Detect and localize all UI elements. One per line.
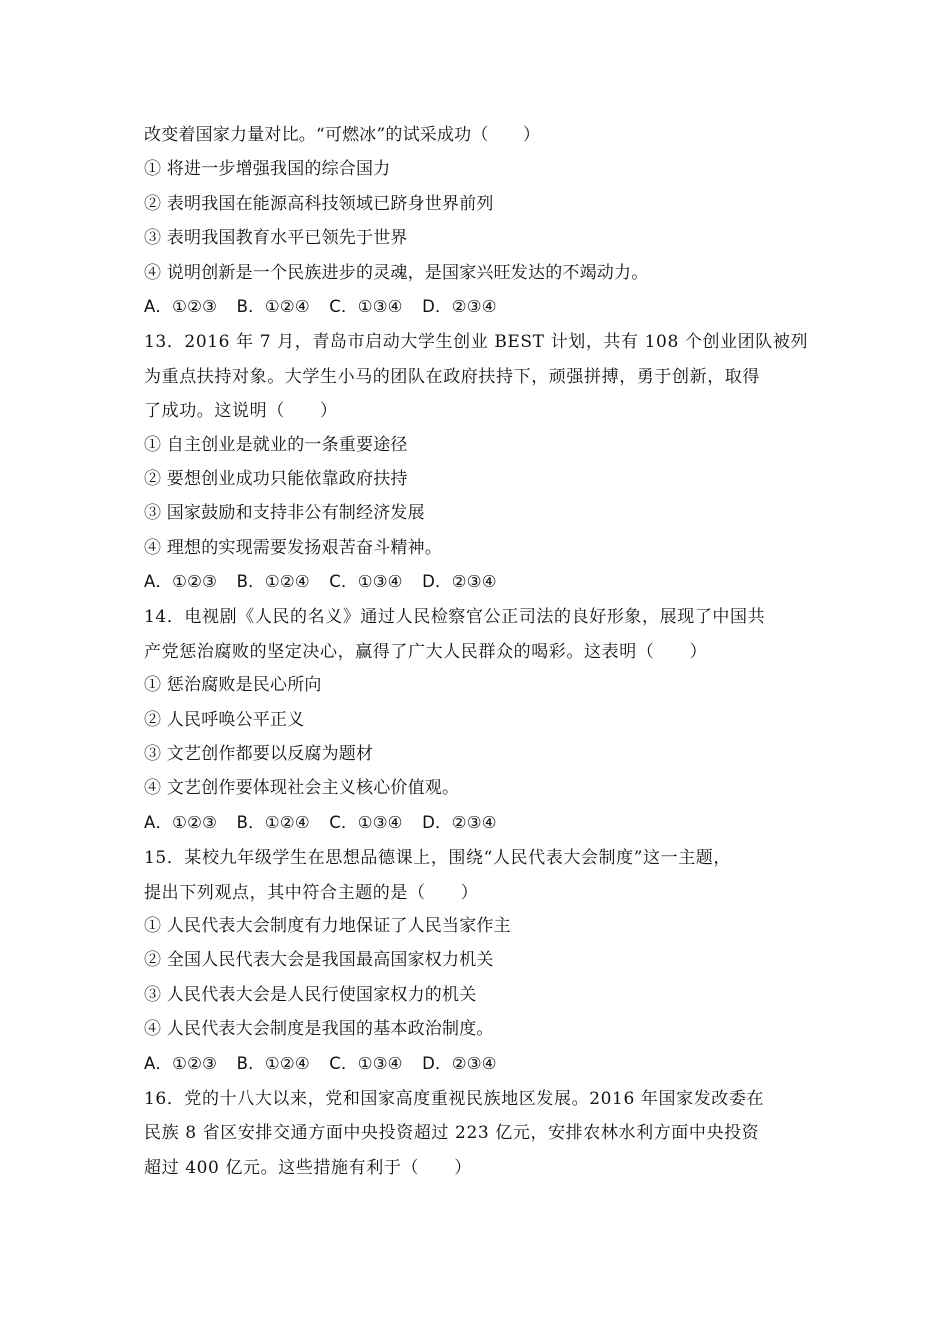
- answer-choice-a: A．①②③: [144, 812, 218, 832]
- question-stem-line: 超过 400 亿元。这些措施有利于（ ）: [144, 1157, 472, 1178]
- answer-choice-d: D．②③④: [422, 1053, 497, 1073]
- option-line: ② 要想创业成功只能依靠政府扶持: [144, 468, 408, 489]
- option-line: ③ 人民代表大会是人民行使国家权力的机关: [144, 984, 477, 1005]
- question-stem-line: 提出下列观点，其中符合主题的是（ ）: [144, 882, 479, 903]
- question-13-block: [144, 324, 814, 599]
- answer-choices: [144, 806, 814, 840]
- option-line: ① 人民代表大会制度有力地保证了人民当家作主: [144, 915, 511, 936]
- option-line: ① 自主创业是就业的一条重要途径: [144, 434, 408, 455]
- answer-choice-c: C．①③④: [329, 1053, 403, 1073]
- option-line: ② 表明我国在能源高科技领域已跻身世界前列: [144, 193, 494, 214]
- answer-choice-b: B．①②④: [236, 1053, 310, 1073]
- answer-choice-b: B．①②④: [236, 296, 310, 316]
- question-stem-line: 民族 8 省区安排交通方面中央投资超过 223 亿元，安排农林水利方面中央投资: [144, 1123, 760, 1144]
- answer-choices: [144, 1047, 814, 1081]
- answer-choice-d: D．②③④: [422, 572, 497, 592]
- option-line: ④ 说明创新是一个民族进步的灵魂，是国家兴旺发达的不竭动力。: [144, 262, 649, 283]
- answer-choice-c: C．①③④: [329, 812, 403, 832]
- question-stem-line: 14．电视剧《人民的名义》通过人民检察官公正司法的良好形象，展现了中国共: [144, 607, 766, 628]
- option-line: ① 将进一步增强我国的综合国力: [144, 159, 391, 180]
- question-content: [144, 118, 814, 1184]
- answer-choice-c: C．①③④: [329, 296, 403, 316]
- question-15-block: [144, 840, 814, 1081]
- question-stem-line: 了成功。这说明（ ）: [144, 401, 338, 422]
- answer-choice-b: B．①②④: [236, 812, 310, 832]
- question-stem-line: 产党惩治腐败的坚定决心，赢得了广大人民群众的喝彩。这表明（ ）: [144, 641, 708, 662]
- option-line: ② 全国人民代表大会是我国最高国家权力机关: [144, 950, 494, 971]
- answer-choice-d: D．②③④: [422, 812, 497, 832]
- option-line: ④ 文艺创作要体现社会主义核心价值观。: [144, 778, 460, 799]
- answer-choice-a: A．①②③: [144, 1053, 218, 1073]
- option-line: ② 人民呼唤公平正义: [144, 709, 305, 730]
- answer-choice-b: B．①②④: [236, 572, 310, 592]
- answer-choices: [144, 565, 814, 599]
- option-line: ③ 国家鼓励和支持非公有制经济发展: [144, 503, 425, 524]
- option-line: ④ 理想的实现需要发扬艰苦奋斗精神。: [144, 537, 443, 558]
- question-stem-line: 为重点扶持对象。大学生小马的团队在政府扶持下，顽强拼搏，勇于创新，取得: [144, 366, 760, 387]
- question-stem-line: 13．2016 年 7 月，青岛市启动大学生创业 BEST 计划，共有 108 个创业团队被列: [144, 332, 809, 353]
- question-stem-line: 改变着国家力量对比。“可燃冰”的试采成功（ ）: [144, 125, 541, 145]
- answer-choice-d: D．②③④: [422, 296, 497, 316]
- question-stem-line: 15．某校九年级学生在思想品德课上，围绕“人民代表大会制度”这一主题，: [144, 848, 732, 869]
- answer-choice-a: A．①②③: [144, 296, 218, 316]
- option-line: ① 惩治腐败是民心所向: [144, 675, 322, 696]
- question-16-block: [144, 1081, 814, 1184]
- option-line: ③ 文艺创作都要以反腐为题材: [144, 744, 374, 765]
- answer-choice-c: C．①③④: [329, 572, 403, 592]
- answer-choices: [144, 290, 814, 324]
- question-14-block: [144, 599, 814, 840]
- option-line: ③ 表明我国教育水平已领先于世界: [144, 228, 408, 249]
- question-stem-line: 16．党的十八大以来，党和国家高度重视民族地区发展。2016 年国家发改委在: [144, 1088, 765, 1109]
- answer-choice-a: A．①②③: [144, 572, 218, 592]
- question-12-block: [144, 118, 814, 324]
- option-line: ④ 人民代表大会制度是我国的基本政治制度。: [144, 1019, 494, 1040]
